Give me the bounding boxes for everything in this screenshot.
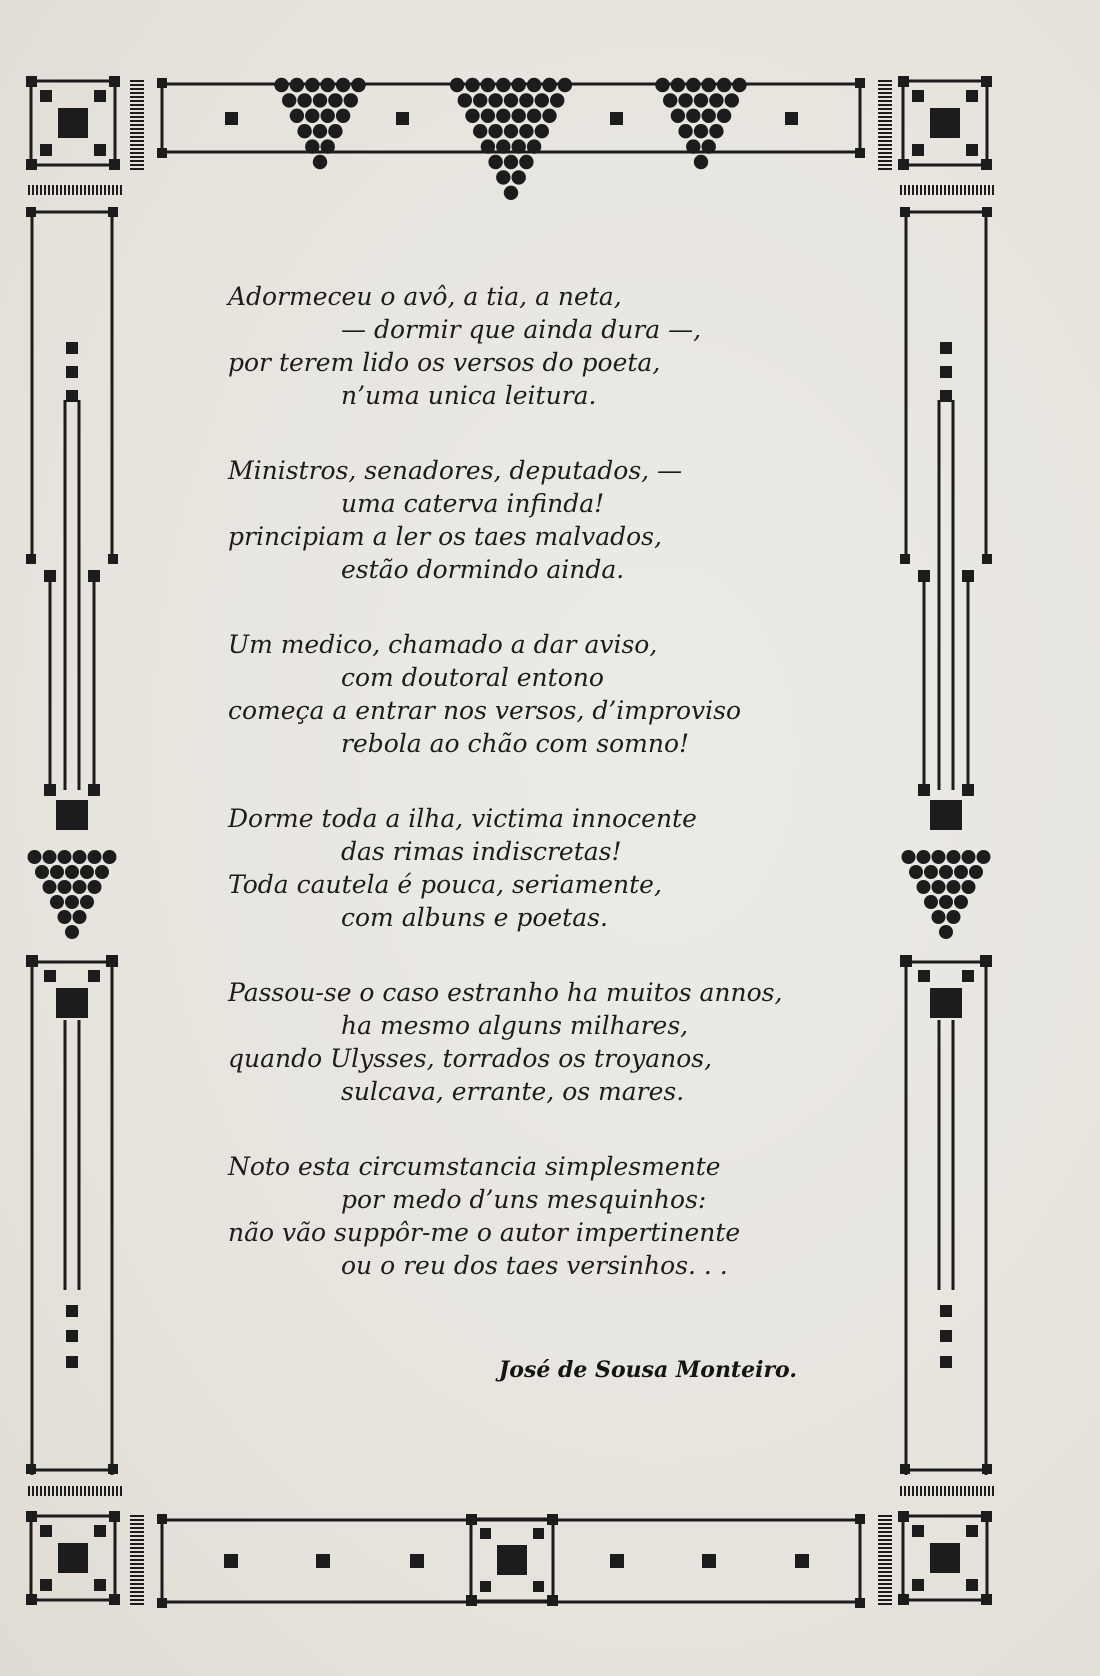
pillar-base-square [56,800,88,830]
grape-cluster-dot [527,78,541,92]
grape-cluster-dot [663,93,677,107]
frame-square [66,366,78,378]
frame-square [855,148,865,158]
grape-cluster-dot [450,78,464,92]
grape-cluster-dot [290,109,304,123]
frame-square [912,1525,924,1537]
grape-cluster-dot [932,850,946,864]
frame-square [918,570,930,582]
frame-square [66,1356,78,1368]
poem-line: com albuns e poetas. [341,903,608,932]
frame-square [918,784,930,796]
grape-cluster-dot [313,124,327,138]
frame-square [396,112,409,125]
frame-square [855,1598,865,1608]
frame-square [480,1528,491,1539]
poem-line: por terem lido os versos do poeta, [228,348,661,377]
frame-square [962,970,974,982]
frame-square [547,1514,558,1525]
grape-cluster-dot [458,93,472,107]
grape-cluster-dot [519,155,533,169]
frame-square [109,159,120,170]
grape-cluster-dot [694,93,708,107]
stanza [228,802,788,934]
grape-cluster-dot [655,78,669,92]
grape-cluster-dot [321,109,335,123]
frame-square [898,159,909,170]
frame-square [94,90,106,102]
frame-square [109,76,120,87]
grape-cluster-dot [43,880,57,894]
grape-cluster-dot [73,850,87,864]
frame-square [66,1330,78,1342]
poem-line: Um medico, chamado a dar aviso, [228,630,658,659]
grape-cluster-dot [558,78,572,92]
grape-cluster-dot [504,124,518,138]
grape-cluster-dot [473,93,487,107]
frame-square [966,144,978,156]
grape-cluster-dot [80,865,94,879]
poem-line: — dormir que ainda dura —, [341,315,702,344]
grape-cluster-dot [481,109,495,123]
poem-line: quando Ulysses, torrados os troyanos, [228,1044,713,1073]
grape-cluster-dot [103,850,117,864]
grape-cluster-dot [512,78,526,92]
author-signature: José de Sousa Monteiro. [498,1357,797,1383]
grape-cluster-dot [954,865,968,879]
pillar-capital-square [56,988,88,1018]
frame-square [40,90,52,102]
grape-cluster-dot [939,865,953,879]
grape-cluster-dot [488,93,502,107]
poem-line: Ministros, senadores, deputados, — [228,456,683,485]
grape-cluster-dot [274,78,288,92]
poem-line: Noto esta circumstancia simplesmente [228,1152,721,1181]
frame-square [966,90,978,102]
frame-square [88,970,100,982]
grape-cluster-dot [962,880,976,894]
frame-square [66,390,78,402]
frame-square [898,1511,909,1522]
frame-square [26,159,37,170]
frame-square [940,1356,952,1368]
frame-square [966,1525,978,1537]
grape-cluster-dot [504,93,518,107]
frame-square [157,1598,167,1608]
grape-cluster-dot [80,895,94,909]
grape-cluster-dot [686,139,700,153]
grape-cluster-dot [542,78,556,92]
grape-cluster-dot [50,865,64,879]
frame-square [224,1554,238,1568]
grape-cluster-dot [313,155,327,169]
grape-cluster-dot [917,880,931,894]
grape-cluster-dot [717,109,731,123]
frame-square [109,1511,120,1522]
grape-cluster-dot [504,186,518,200]
grape-cluster-dot [88,850,102,864]
frame-square [157,148,167,158]
grape-cluster-dot [88,880,102,894]
grape-cluster-dot [465,109,479,123]
grape-cluster-dot [535,124,549,138]
frame-square [66,342,78,354]
grape-cluster-dot [290,78,304,92]
frame-square [26,76,37,87]
frame-square [898,76,909,87]
pillar-base-square [930,800,962,830]
grape-cluster-dot [504,155,518,169]
grape-cluster-dot [924,895,938,909]
grape-cluster-dot [344,93,358,107]
poem-line: Dorme toda a ilha, victima innocente [228,804,697,833]
grape-cluster-dot [686,78,700,92]
grape-cluster-dot [473,124,487,138]
grape-cluster-dot [313,93,327,107]
frame-square [702,1554,716,1568]
grape-cluster-dot [336,78,350,92]
frame-square [912,1579,924,1591]
frame-square [962,784,974,796]
grape-cluster-dot [947,910,961,924]
corner-center-square [58,1543,88,1573]
grape-cluster-dot [65,895,79,909]
grape-cluster-dot [297,93,311,107]
poem-line: não vão suppôr-me o autor impertinente [228,1218,741,1247]
poem-line: com doutoral entono [341,663,604,692]
frame-square [88,784,100,796]
frame-square [466,1514,477,1525]
corner-center-square [930,1543,960,1573]
grape-cluster-dot [694,124,708,138]
grape-cluster-dot [321,78,335,92]
frame-square [940,366,952,378]
grape-cluster-dot [702,78,716,92]
frame-square [26,1594,37,1605]
grape-cluster-dot [58,910,72,924]
frame-square [918,970,930,982]
grape-cluster-dot [527,139,541,153]
frame-square [610,112,623,125]
stanza [228,1150,788,1282]
frame-square [316,1554,330,1568]
grape-cluster-dot [527,109,541,123]
grape-cluster-dot [932,910,946,924]
pillar-capital-square [930,988,962,1018]
grape-cluster-dot [909,865,923,879]
poem-line: das rimas indiscretas! [341,837,622,866]
frame-square [533,1528,544,1539]
frame-square [962,570,974,582]
poem-line: principiam a ler os taes malvados, [228,522,662,551]
frame-square [88,570,100,582]
grape-cluster-dot [678,93,692,107]
corner-center-square [930,108,960,138]
poem-line: Toda cautela é pouca, seriamente, [228,870,662,899]
grape-cluster-dot [328,124,342,138]
grape-cluster-dot [947,880,961,894]
grape-cluster-dot [932,880,946,894]
frame-square [981,159,992,170]
frame-square [40,1525,52,1537]
frame-square [533,1581,544,1592]
grape-cluster-dot [542,109,556,123]
grape-cluster-dot [694,155,708,169]
frame-square [981,76,992,87]
grape-cluster-dot [481,78,495,92]
poem-line: Passou-se o caso estranho ha muitos annos, [228,978,783,1007]
grape-cluster-dot [305,78,319,92]
corner-center-square [497,1545,527,1575]
grape-cluster-dot [678,124,692,138]
grape-cluster-dot [488,124,502,138]
frame-square [157,78,167,88]
poem-line: começa a entrar nos versos, d’improviso [228,696,742,725]
grape-cluster-dot [954,895,968,909]
frame-square [898,1594,909,1605]
frame-square [466,1595,477,1606]
frame-square [940,390,952,402]
frame-square [966,1579,978,1591]
grape-cluster-dot [702,139,716,153]
grape-cluster-dot [50,895,64,909]
grape-cluster-dot [717,78,731,92]
poem-line: estão dormindo ainda. [341,555,625,584]
grape-cluster-dot [465,78,479,92]
grape-cluster-dot [28,850,42,864]
frame-square [225,112,238,125]
grape-cluster-dot [702,109,716,123]
frame-square [610,1554,624,1568]
grape-cluster-dot [519,124,533,138]
frame-square [855,1514,865,1524]
grape-cluster-dot [947,850,961,864]
frame-square [66,1305,78,1317]
grape-cluster-dot [496,170,510,184]
grape-cluster-dot [481,139,495,153]
grape-cluster-dot [512,139,526,153]
grape-cluster-dot [73,910,87,924]
grape-cluster-dot [939,925,953,939]
frame-square [981,1594,992,1605]
grape-cluster-dot [305,139,319,153]
frame-square [912,144,924,156]
grape-cluster-dot [321,139,335,153]
frame-square [108,554,118,564]
frame-square [940,1330,952,1342]
frame-square [410,1554,424,1568]
grape-cluster-dot [962,850,976,864]
grape-cluster-dot [351,78,365,92]
grape-cluster-dot [58,850,72,864]
stanza [228,280,788,412]
poem-line: rebola ao chão com somno! [341,729,690,758]
grape-cluster-dot [496,78,510,92]
grape-cluster-dot [519,93,533,107]
frame-square [40,1579,52,1591]
grape-cluster-dot [709,124,723,138]
frame-square [982,554,992,564]
frame-square [44,570,56,582]
grape-cluster-dot [671,109,685,123]
frame-square [547,1595,558,1606]
grape-cluster-dot [732,78,746,92]
frame-square [94,1525,106,1537]
grape-cluster-dot [977,850,991,864]
grape-cluster-dot [95,865,109,879]
grape-cluster-dot [671,78,685,92]
frame-square [94,1579,106,1591]
grape-cluster-dot [282,93,296,107]
frame-square [981,1511,992,1522]
frame-square [900,554,910,564]
frame-square [26,1511,37,1522]
corner-center-square [58,108,88,138]
grape-cluster-dot [535,93,549,107]
grape-cluster-dot [336,109,350,123]
frame-square [940,342,952,354]
grape-cluster-dot [35,865,49,879]
frame-square [855,78,865,88]
grape-cluster-dot [43,850,57,864]
grape-cluster-dot [512,109,526,123]
frame-square [940,1305,952,1317]
frame-square [795,1554,809,1568]
grape-cluster-dot [73,880,87,894]
poem-line: uma caterva infinda! [341,489,605,518]
poem-line: n’uma unica leitura. [341,381,597,410]
grape-cluster-dot [488,155,502,169]
grape-cluster-dot [496,109,510,123]
grape-cluster-dot [58,880,72,894]
grape-cluster-dot [939,895,953,909]
stanza [228,628,788,760]
grape-cluster-dot [328,93,342,107]
poem-line: ha mesmo alguns milhares, [341,1011,689,1040]
frame-square [40,144,52,156]
poem [228,280,788,1324]
frame-square [912,90,924,102]
stanza [228,454,788,586]
grape-cluster-dot [65,865,79,879]
grape-cluster-dot [496,139,510,153]
grape-cluster-dot [686,109,700,123]
frame-square [26,554,36,564]
frame-square [785,112,798,125]
poem-line: Adormeceu o avô, a tia, a neta, [228,282,622,311]
poem-line: sulcava, errante, os mares. [341,1077,685,1106]
frame-square [44,970,56,982]
frame-square [480,1581,491,1592]
poem-line: por medo d’uns mesquinhos: [341,1185,707,1214]
grape-cluster-dot [924,865,938,879]
grape-cluster-dot [902,850,916,864]
grape-cluster-dot [725,93,739,107]
poem-line: ou o reu dos taes versinhos. . . [341,1251,728,1280]
grape-cluster-dot [969,865,983,879]
frame-square [94,144,106,156]
frame-square [44,784,56,796]
grape-cluster-dot [917,850,931,864]
stanza [228,976,788,1108]
grape-cluster-dot [512,170,526,184]
frame-square [157,1514,167,1524]
frame-square [109,1594,120,1605]
grape-cluster-dot [65,925,79,939]
grape-cluster-dot [305,109,319,123]
grape-cluster-dot [297,124,311,138]
grape-cluster-dot [550,93,564,107]
grape-cluster-dot [709,93,723,107]
